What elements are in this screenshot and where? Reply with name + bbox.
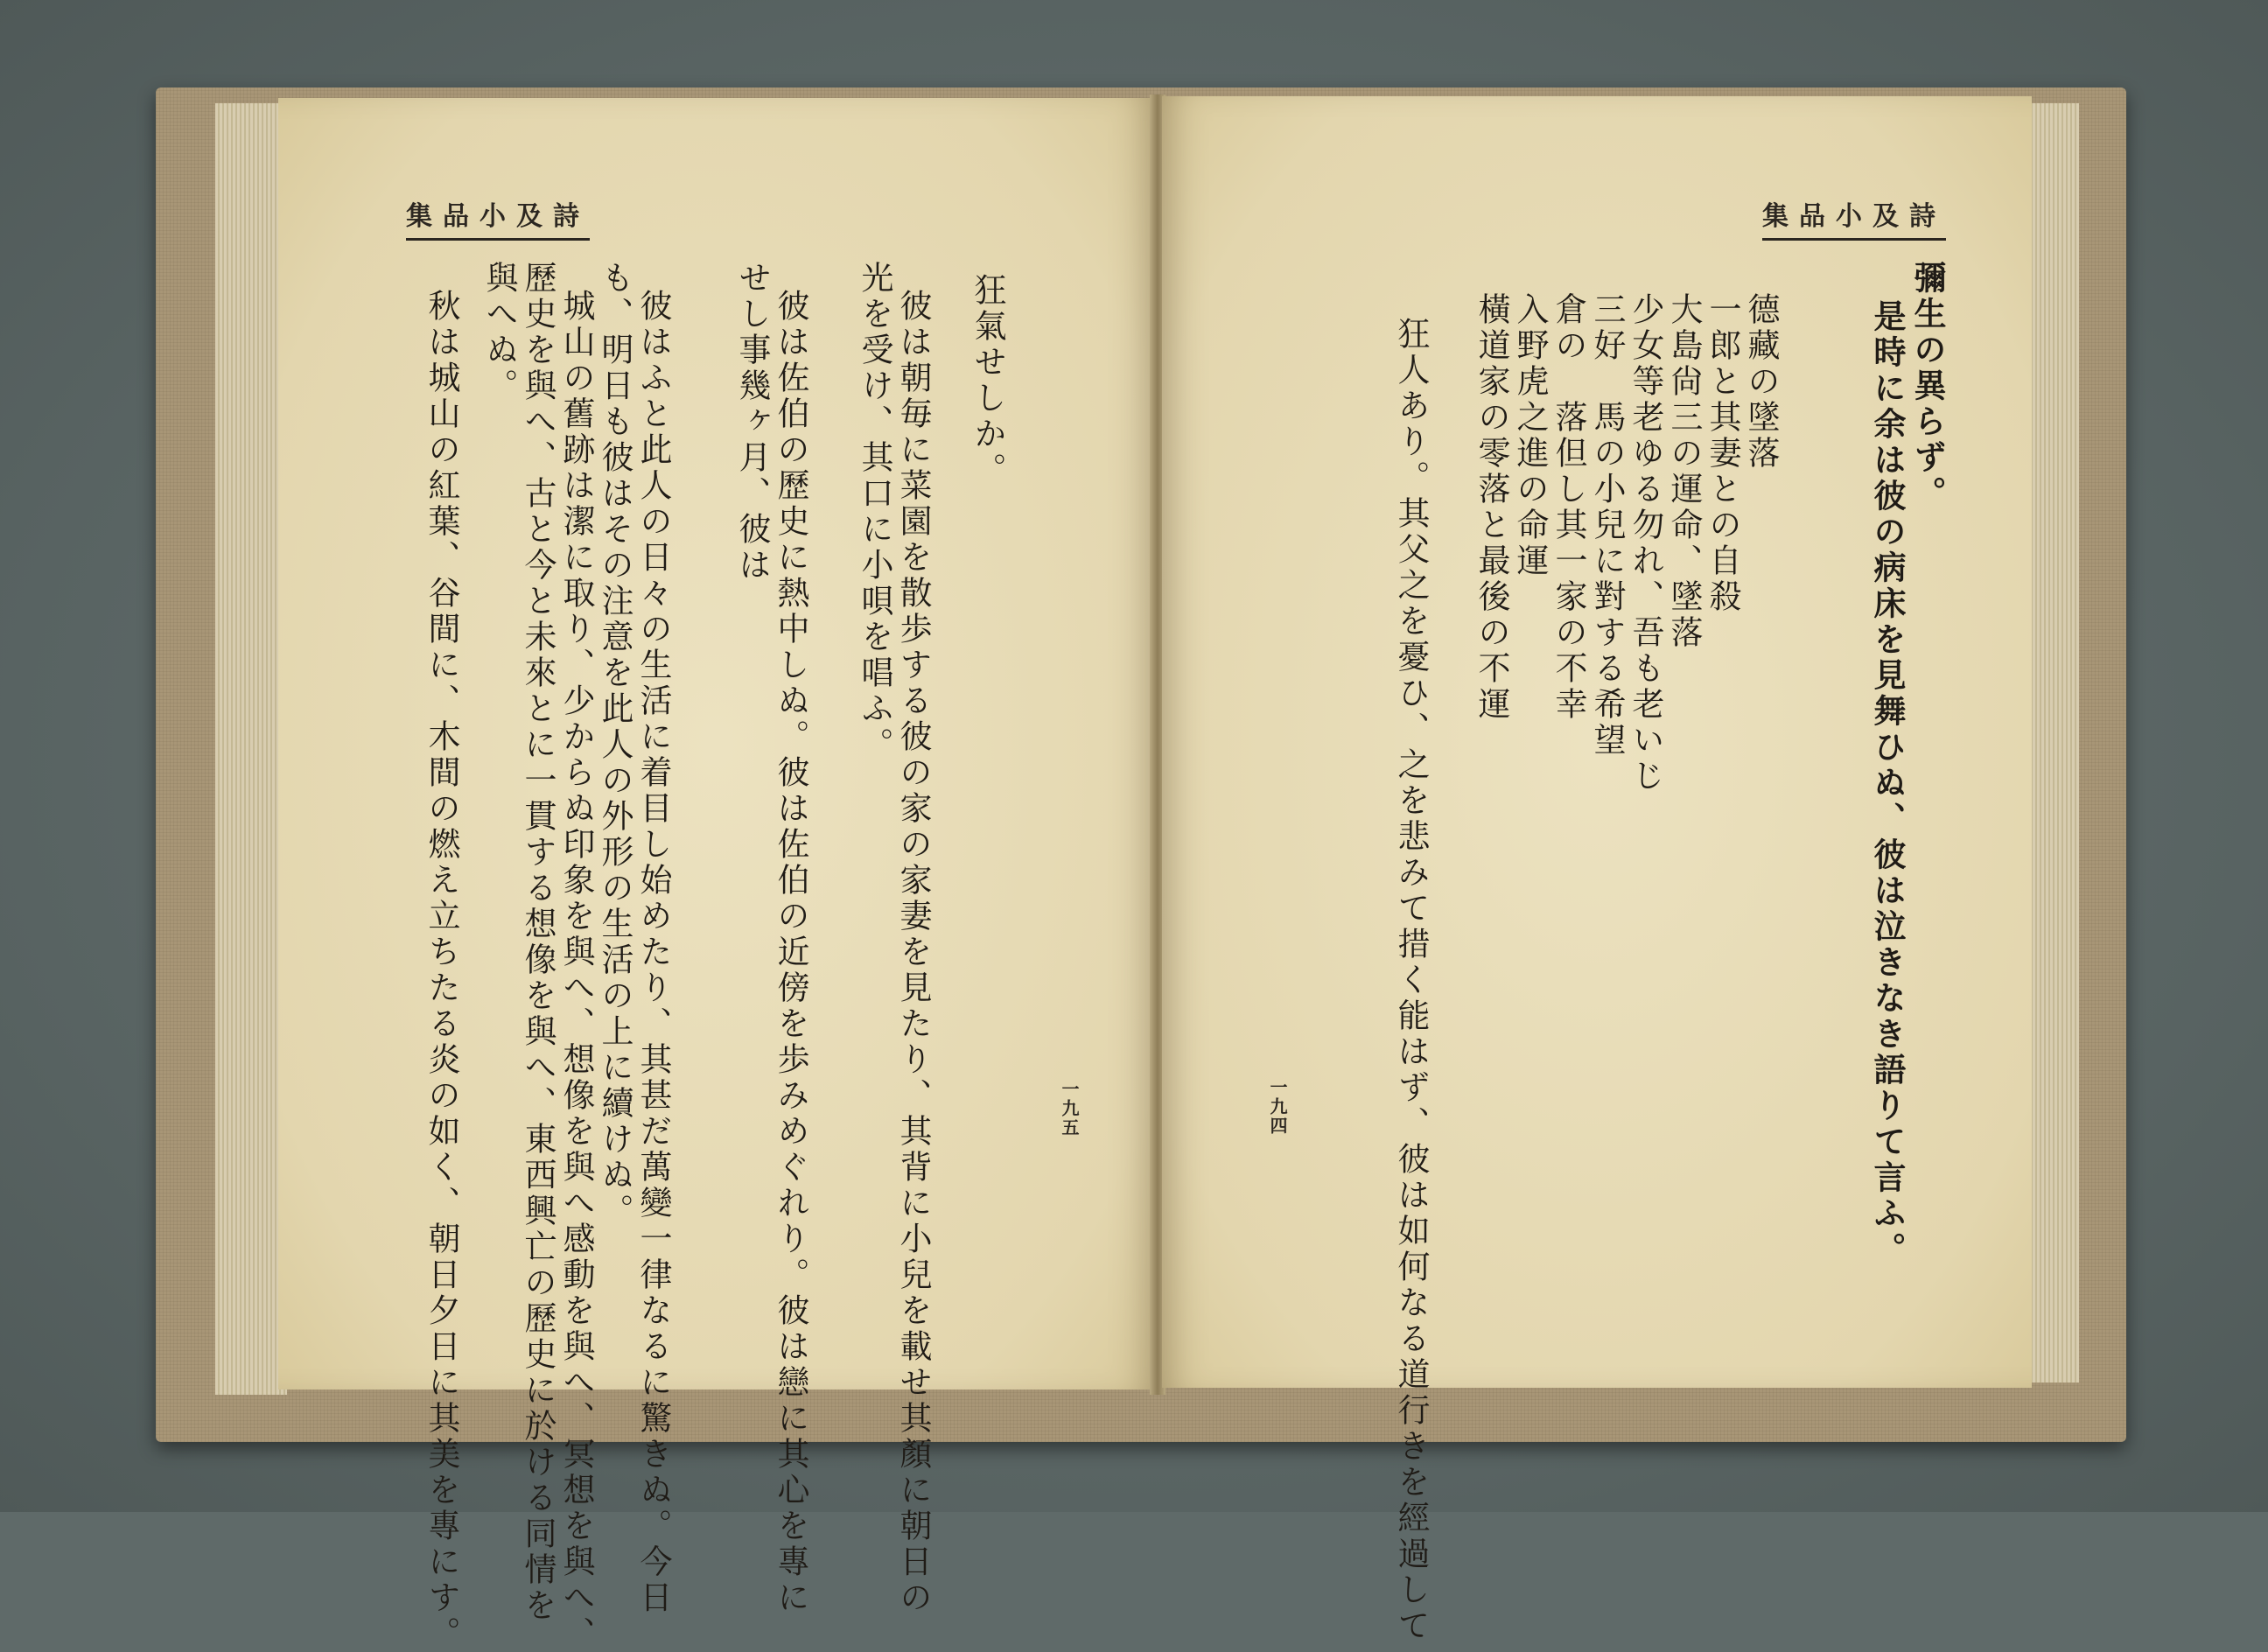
text-column: 彼はふと此人の日々の生活に着目し始めたり、其甚だ萬變一律なるに驚きぬ。今日 — [634, 289, 672, 1616]
running-head-right: 集品小及詩 — [1762, 194, 1946, 241]
text-column: 狂人あり。其父之を憂ひ、之を悲みて措く能はず、彼は如何なる道行きを經過して — [1392, 317, 1430, 1644]
text-column: 大島尙三の運命、墜落 — [1665, 292, 1703, 651]
text-column: 是時に余は彼の病床を見舞ひぬ、彼は泣きなき語りて言ふ。 — [1868, 299, 1907, 1268]
text-column: 入野虎之進の命運 — [1511, 292, 1549, 579]
right-page-edges — [2028, 103, 2079, 1382]
text-column: 城山の舊跡は潔に取り、少からぬ印象を與へ、想像を與へ感動を與へ、冥想を與へ、 — [557, 289, 595, 1652]
text-column: 倉の 落但し其一家の不幸 — [1550, 292, 1587, 723]
text-column: 彼は朝毎に菜園を散歩する彼の家の家妻を見たり、其背に小兒を載せ其顏に朝日の — [894, 289, 932, 1616]
running-head-left: 集品小及詩 — [406, 194, 590, 241]
text-column: 歷史を與へ、古と今と未來とに一貫する想像を與へ、東西興亡の歷史に於ける同情を — [519, 261, 556, 1624]
right-page — [1162, 96, 2032, 1644]
page-number-left: 一九五 — [1059, 1080, 1080, 1138]
text-column: 德藏の墜落 — [1742, 292, 1780, 472]
text-column: 少女等老ゆる勿れ、吾も老いじ — [1627, 292, 1664, 794]
text-column: 三好 馬の小兒に對する希望 — [1588, 292, 1626, 759]
text-column: 彼は佐伯の歷史に熱中しぬ。彼は佐伯の近傍を歩みめぐれり。彼は戀に其心を專に — [772, 289, 809, 1616]
page-number-right: 一九四 — [1267, 1078, 1288, 1136]
text-column: 光を受け、其口に小唄を唱ふ。 — [856, 261, 893, 763]
text-column: 一郎と其妻との自殺 — [1704, 292, 1741, 615]
text-column: 秋は城山の紅葉、谷間に、木間の燃え立ちたる炎の如く、朝日夕日に其美を專にす。 — [423, 289, 460, 1652]
text-column: 彌生の異らず。 — [1908, 261, 1947, 512]
text-column: 橫道家の零落と最後の不運 — [1473, 292, 1510, 723]
text-column: 與へぬ。 — [480, 261, 518, 404]
left-page — [278, 98, 1155, 1652]
text-column: 狂氣せしか。 — [969, 273, 1006, 488]
left-page-edges — [215, 103, 287, 1395]
text-column: せし事幾ヶ月、彼は — [733, 261, 771, 584]
text-column: も、明日も彼はその注意を此人の外形の生活の上に續けぬ。 — [596, 261, 634, 1229]
